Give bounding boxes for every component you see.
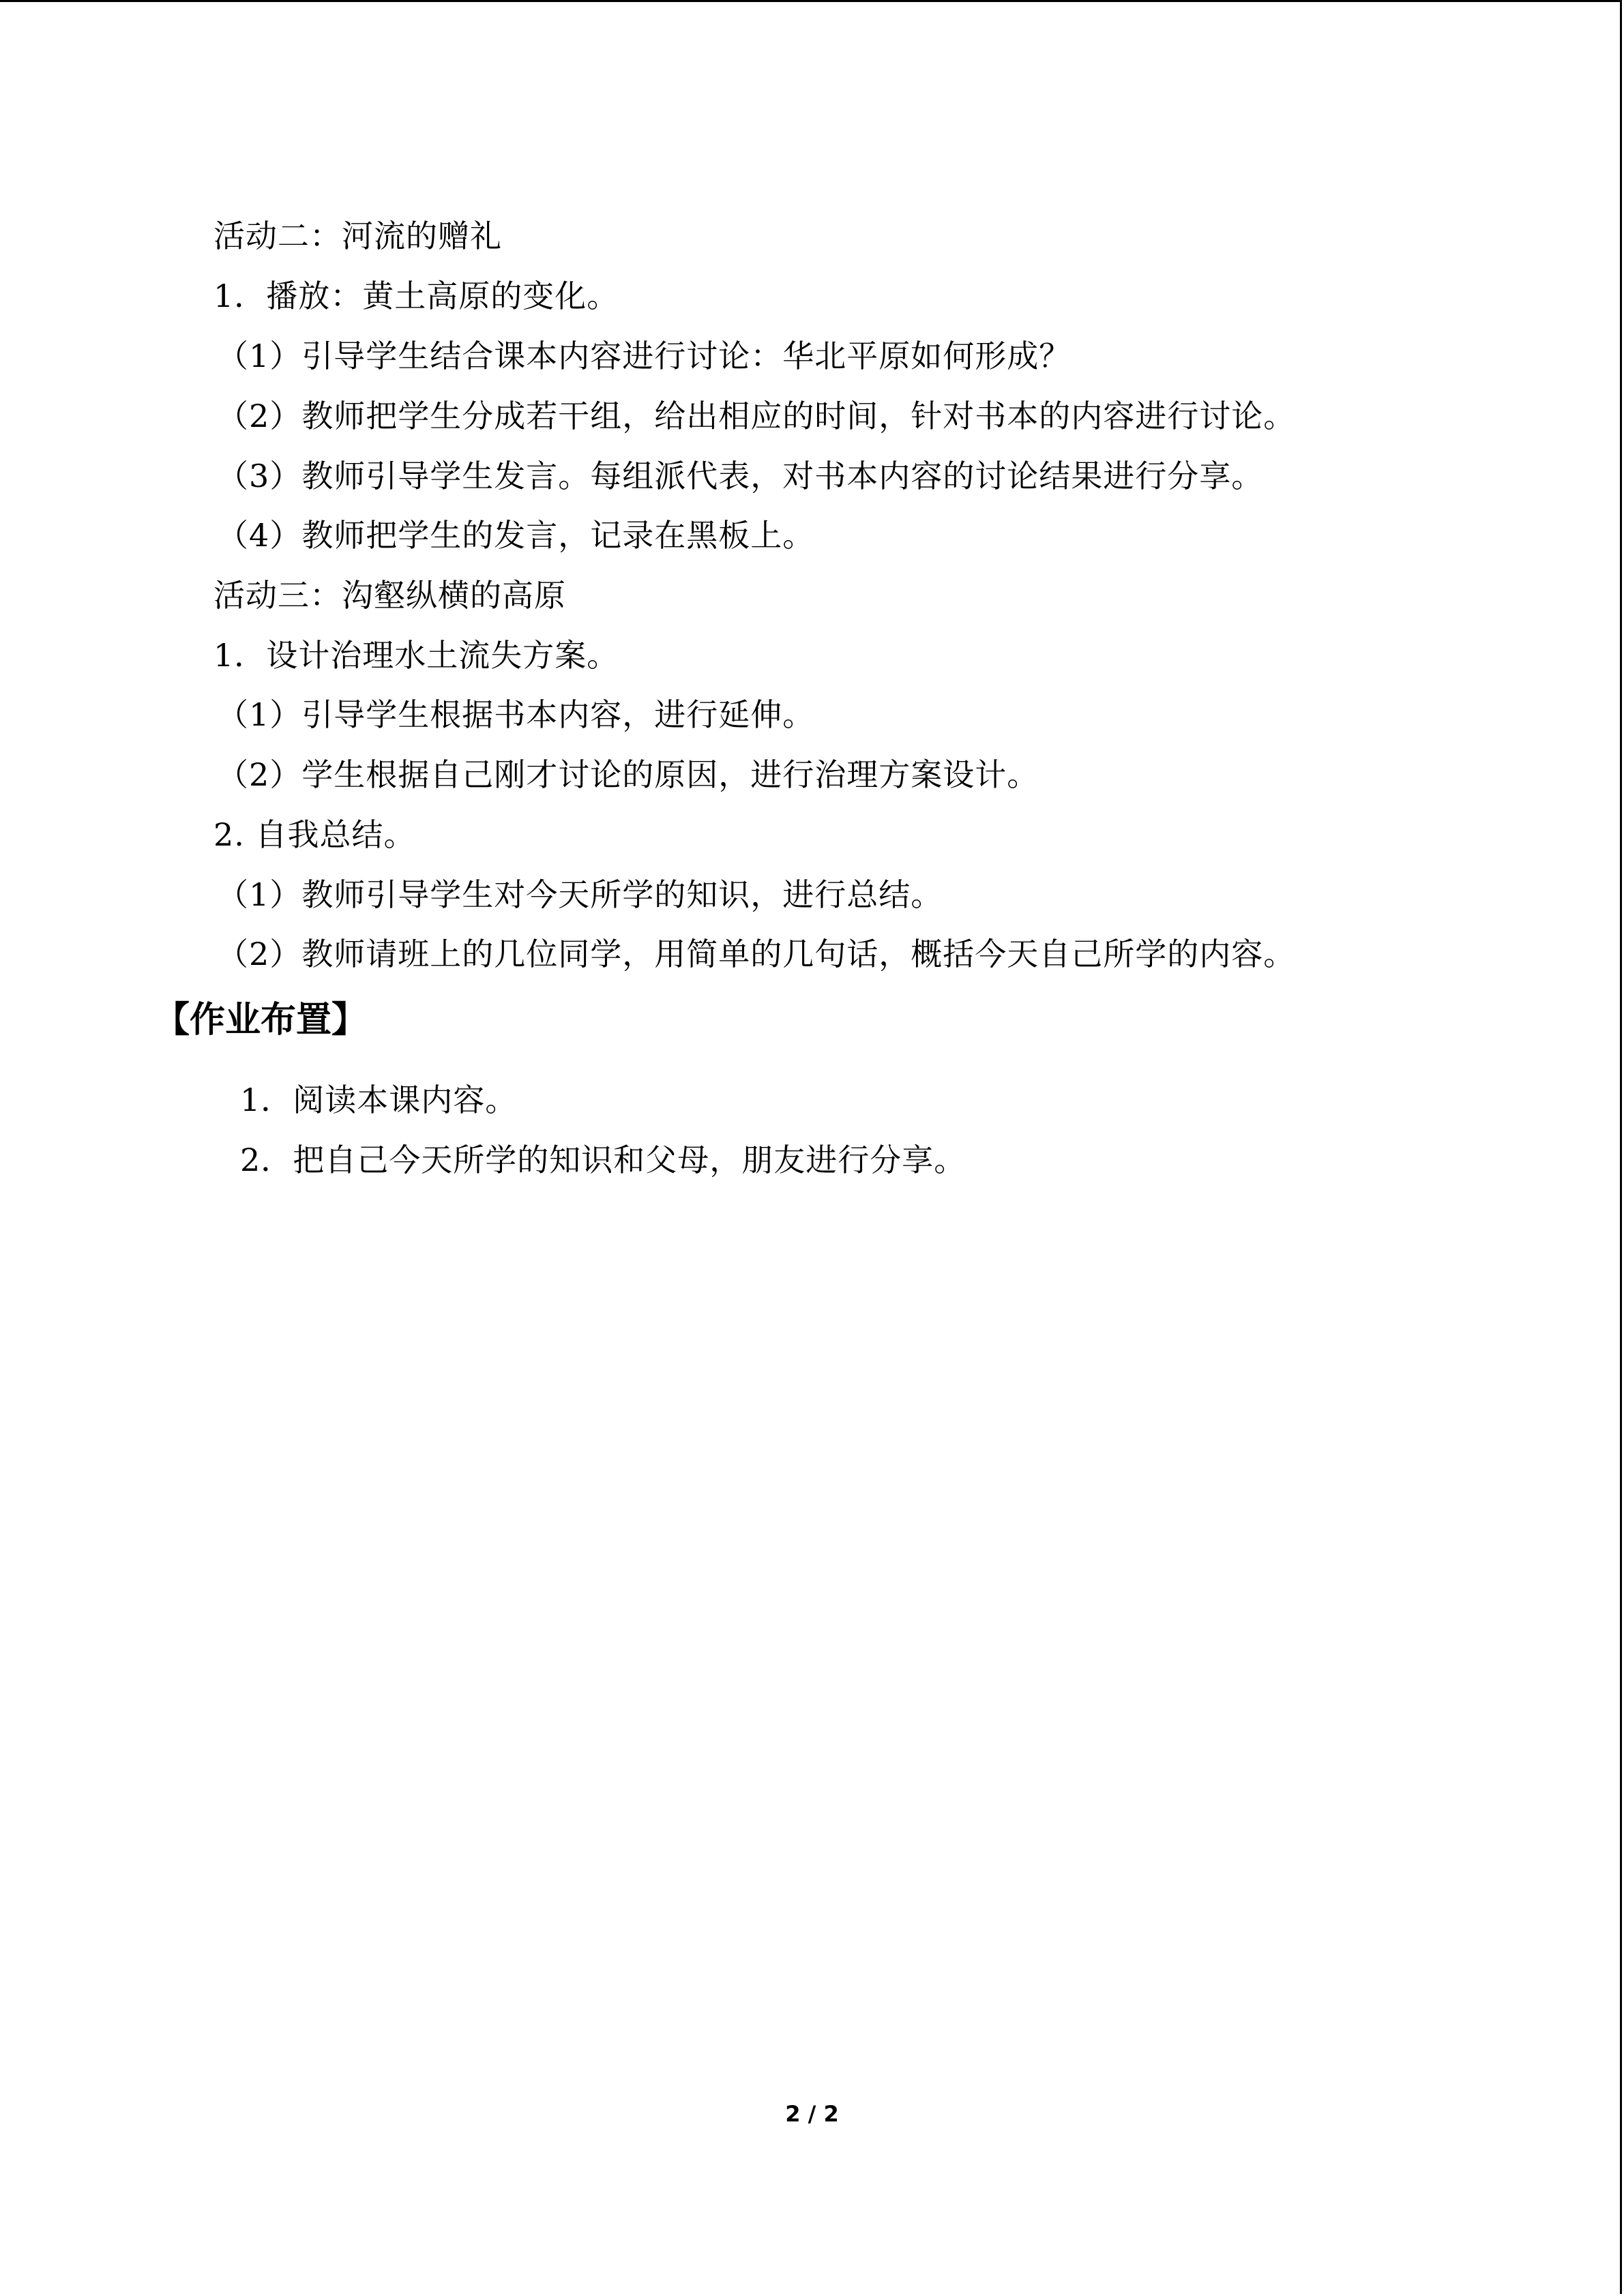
activity3-sub2: （2）学生根据自己刚才讨论的原因，进行治理方案设计。 xyxy=(217,756,1039,793)
activity3-step1: 1．设计治理水土流失方案。 xyxy=(213,637,619,674)
activity3-step2: 2. 自我总结。 xyxy=(213,816,416,853)
activity2-sub4: （4）教师把学生的发言，记录在黑板上。 xyxy=(217,517,815,554)
page-number: 2 / 2 xyxy=(785,2101,839,2127)
activity3-sub4: （2）教师请班上的几位同学，用简单的几句话，概括今天自己所学的内容。 xyxy=(217,936,1296,972)
activity2-title: 活动二：河流的赠礼 xyxy=(213,218,502,254)
activity3-sub1: （1）引导学生根据书本内容，进行延伸。 xyxy=(217,696,815,733)
activity2-sub2: （2）教师把学生分成若干组，给出相应的时间，针对书本的内容进行讨论。 xyxy=(217,398,1296,434)
activity3-title: 活动三：沟壑纵横的高原 xyxy=(213,577,566,614)
activity2-step1: 1．播放：黄土高原的变化。 xyxy=(213,278,619,314)
activity3-sub3: （1）教师引导学生对今天所学的知识，进行总结。 xyxy=(217,876,943,913)
homework-item2: 2．把自己今天所学的知识和父母，朋友进行分享。 xyxy=(240,1142,966,1178)
activity2-sub3: （3）教师引导学生发言。每组派代表，对书本内容的讨论结果进行分享。 xyxy=(217,458,1264,494)
homework-heading: 【作业布置】 xyxy=(154,1000,368,1041)
homework-item1: 1．阅读本课内容。 xyxy=(240,1082,518,1118)
activity2-sub1: （1）引导学生结合课本内容进行讨论：华北平原如何形成？ xyxy=(217,338,1072,374)
